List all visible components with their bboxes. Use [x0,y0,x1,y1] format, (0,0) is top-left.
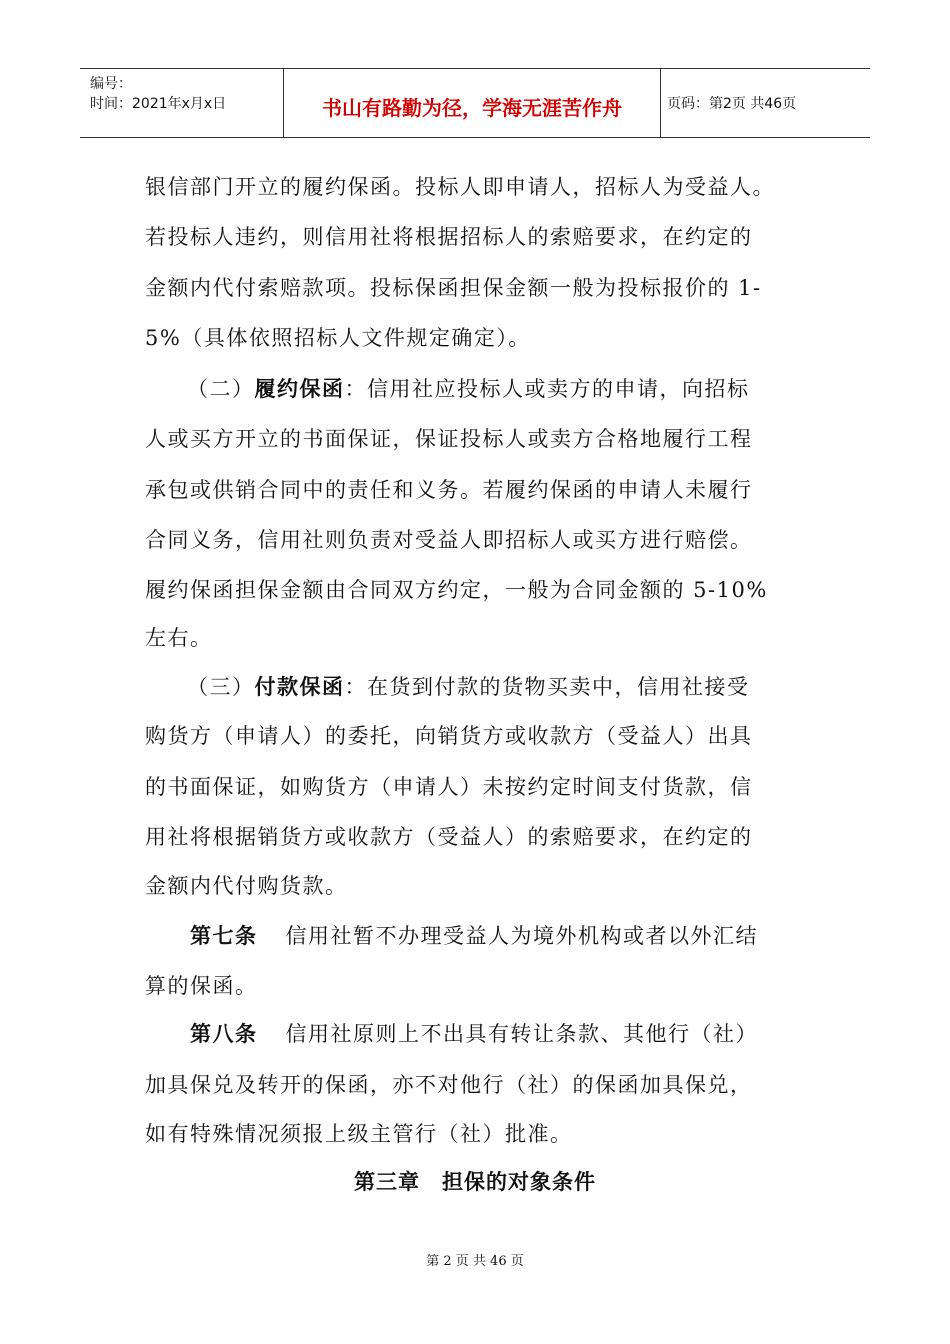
article-eight [190,1018,758,1048]
body-text: ：信用社应投标人或卖方的申请，向招标 [344,377,750,401]
body-text: 信用社原则上不出具有转让条款、其他行（社） [285,1022,758,1046]
body-line: 金额内代付购货款。 [145,874,348,898]
body-line: 算的保函。 [145,974,258,998]
body-line: 银信部门开立的履约保函。投标人即申请人，招标人为受益人。 [145,175,775,199]
body-line: 承包或供销合同中的责任和义务。若履约保函的申请人未履行 [145,478,753,502]
article-title: 第七条 [190,924,258,948]
chapter-heading: 第三章 担保的对象条件 [354,1170,596,1194]
header-page-number: 页码：第2页 共46页 [667,96,797,112]
body-line: 金额内代付索赔款项。投标保函担保金额一般为投标报价的 1- [145,276,762,300]
body-text: 信用社暂不办理受益人为境外机构或者以外汇结 [285,924,758,948]
article-seven [190,920,758,950]
body-line: 合同义务，信用社则负责对受益人即招标人或买方进行赔偿。 [145,528,753,552]
term-heading: 付款保函 [254,675,345,699]
document-date-label: 时间：2021年x月x日 [90,96,227,112]
paragraph-payment-guarantee [187,671,750,701]
body-line: 若投标人违约，则信用社将根据招标人的索赔要求，在约定的 [145,225,753,249]
page-footer: 第 2 页 共 46 页 [426,1254,524,1269]
body-line: 购货方（申请人）的委托，向销货方或收款方（受益人）出具 [145,724,753,748]
item-number: （二） [187,377,255,401]
body-line: 如有特殊情况须报上级主管行（社）批准。 [145,1122,573,1146]
body-line: 用社将根据销货方或收款方（受益人）的索赔要求，在约定的 [145,825,753,849]
body-line: 履约保函担保金额由合同双方约定，一般为合同金额的 5-10% [145,578,768,602]
body-line: 的书面保证，如购货方（申请人）未按约定时间支付货款，信 [145,775,753,799]
document-number-label: 编号： [90,76,132,92]
header-info-cell [80,69,284,137]
header-page-cell [661,69,870,137]
header-motto: 书山有路勤为径，学海无涯苦作舟 [322,96,622,120]
term-heading: 履约保函 [254,377,345,401]
item-number: （三） [187,675,255,699]
body-line: 加具保兑及转开的保函，亦不对他行（社）的保函加具保兑， [145,1073,753,1097]
body-line: 左右。 [145,626,213,650]
header-motto-cell [284,69,661,137]
paragraph-performance-guarantee [187,373,750,403]
body-text: ：在货到付款的货物买卖中，信用社接受 [344,675,750,699]
body-line: 5%（具体依照招标人文件规定确定）。 [145,326,531,350]
page-header [80,68,870,138]
body-line: 人或买方开立的书面保证，保证投标人或卖方合格地履行工程 [145,427,753,451]
article-title: 第八条 [190,1022,258,1046]
